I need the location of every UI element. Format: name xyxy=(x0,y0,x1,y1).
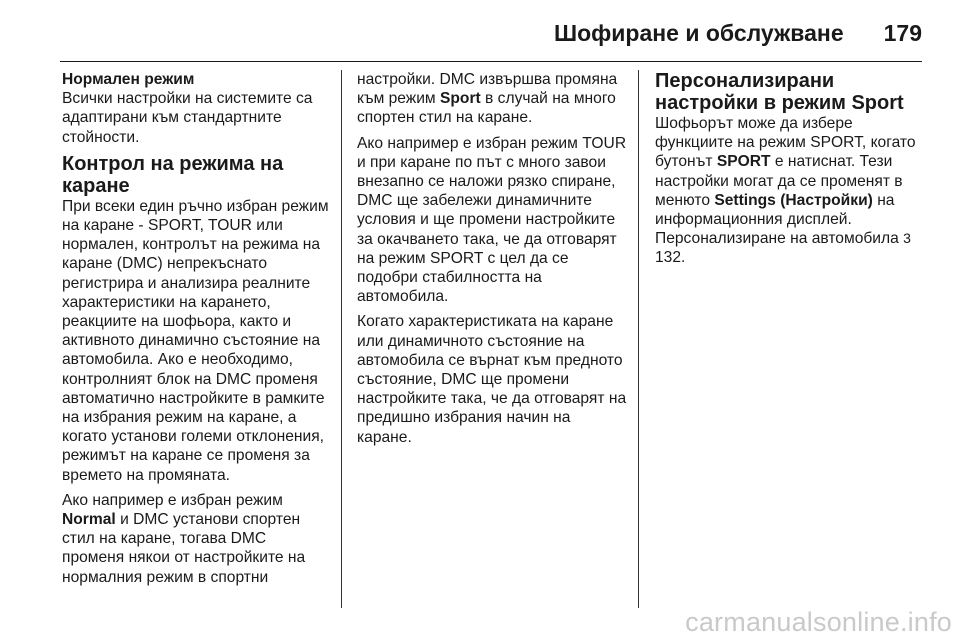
sport-change-paragraph: настройки. DMC извършва промяна към режим Sport в случай на много спортен стил на каране. xyxy=(357,71,618,127)
settings-menu-keyword: Settings (Настройки) xyxy=(714,191,873,209)
normal-example-paragraph: Ако например е избран режим Normal и DMC установи спортен стил на каране, тогава DMC променя някои от настройките на нормалния режим в спортни xyxy=(62,491,306,586)
header-title: Шофиране и обслужване xyxy=(554,19,844,46)
column-2 xyxy=(357,70,627,453)
column-3 xyxy=(655,70,925,274)
tour-example-paragraph: Ако например е избран режим TOUR и при каране по път с много завои внезапно се наложи рязко спиране, DMC ще забележи динамичните условия и ще промени настройките за окачването така, че да отговарят на режим SPORT с цел да се подобри стабилността на автомобила. xyxy=(357,134,627,306)
page-reference: 132. xyxy=(655,249,686,267)
dmc-heading: Контрол на режима на каране xyxy=(62,152,284,197)
dmc-paragraph: При всеки един ръчно избран режим на каране - SPORT, TOUR или нормален, контролът на режима на каране (DMC) непрекъснато регистрира и анализира реалните характеристики на карането, реакциите на шофьора, както и активното динамично състояние на автомобила. Ако е необходимо, контролният блок на DMC променя автоматично настройките в рамките на избрания режим на каране, а когато установи големи отклонения, режимът на каране се променя за времето на промяната. xyxy=(62,197,329,484)
normal-mode-paragraph: Всички настройки на системите са адаптирани към стандартните стойности. xyxy=(62,90,313,146)
column-divider-2 xyxy=(638,70,639,608)
watermark: carmanualsonline.info xyxy=(685,607,952,637)
return-state-paragraph: Когато характеристиката на каране или динамичното състояние на автомобила се върнат към предното състояние, DMC ще промени настройките така, че да отговарят на предишно избрания начин на каране. xyxy=(357,313,627,446)
normal-mode-heading: Нормален режим xyxy=(62,71,195,88)
column-divider-1 xyxy=(341,70,342,608)
normal-keyword: Normal xyxy=(62,511,116,529)
custom-sport-heading: Персонализирани настройки в режим Sport xyxy=(655,70,904,114)
column-1 xyxy=(62,70,332,593)
sport-button-keyword: SPORT xyxy=(716,153,771,171)
page-header xyxy=(60,14,922,52)
page-reference-icon: 3 xyxy=(903,230,911,247)
header-rule xyxy=(60,61,922,62)
custom-sport-paragraph: Шофьорът може да избере функциите на режим SPORT, когато бутонът SPORT е натиснат. Тези настройки могат да се променят в менюто Settings (Настройки) на информационния дисплей. Персонализиране на автомобила 3 132. xyxy=(655,115,916,267)
sport-keyword: Sport xyxy=(440,90,481,108)
page-number: 179 xyxy=(883,19,922,46)
